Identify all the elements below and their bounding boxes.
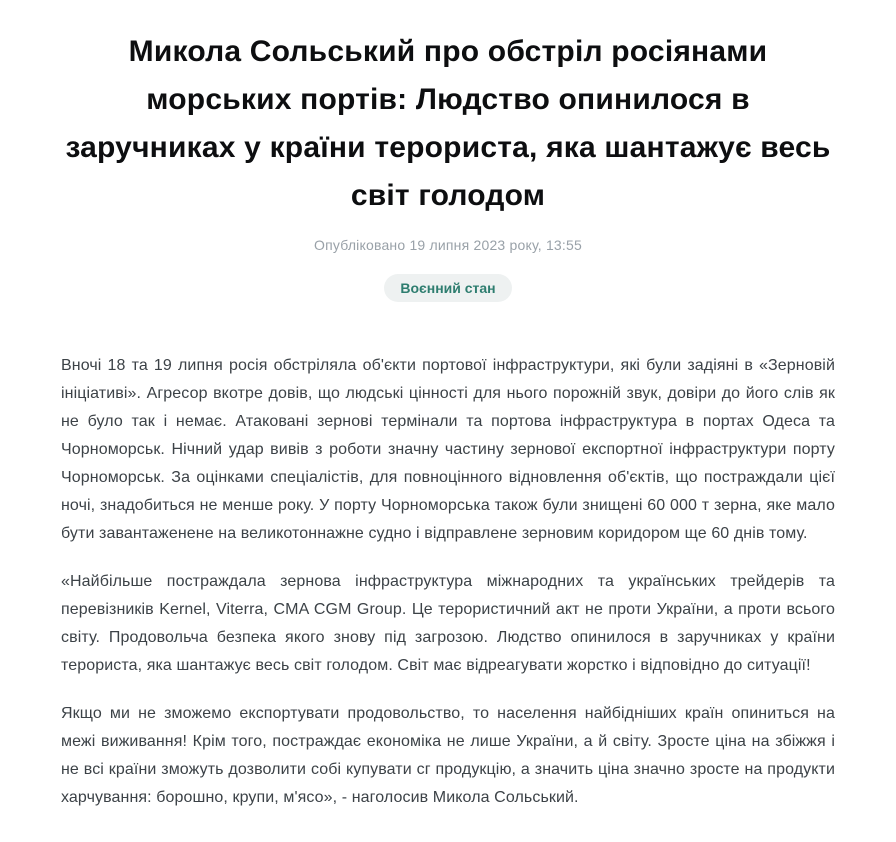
article-body — [61, 352, 835, 812]
article-paragraph: «Найбільше постраждала зернова інфраструктура міжнародних та українських трейдерів та перевізників Kernel, Viterra, CMA CGM Group. Це терористичний акт не проти України, а проти всього світу. Продовольча безпека якого знову під загрозою. Людство опинилося в заручниках у країни терориста, яка шантажує весь світ голодом. Світ має відреагувати жорстко і відповідно до ситуації! — [61, 573, 835, 674]
tag-row — [61, 274, 835, 302]
article-paragraph: Вночі 18 та 19 липня росія обстріляла об'єкти портової інфраструктури, які були задіяні в «Зерновій ініціативі». Агресор вкотре довів, що людські цінності для нього порожній звук, довіри до його слів як не було так і немає. Атаковані зернові термінали та портова інфраструктура в портах Одеса та Чорноморськ. Нічний удар вивів з роботи значну частину зернової експортної інфраструктури порту Чорноморськ. За оцінками спеціалістів, для повноцінного відновлення об'єктів, що постраждали цієї ночі, знадобиться не менше року. У порту Чорноморська також були знищені 60 000 т зерна, яке мало бути завантаженене на великотоннажне судно і відправлене зерновим коридором ще 60 днів тому. — [61, 357, 835, 542]
article-header — [61, 28, 835, 302]
tag-badge-war-state[interactable]: Воєнний стан — [384, 274, 511, 302]
publish-date: Опубліковано 19 липня 2023 року, 13:55 — [314, 237, 582, 253]
article-paragraph: Якщо ми не зможемо експортувати продовольство, то населення найбідніших країн опиниться на межі виживання! Крім того, постраждає економіка не лише України, а й світу. Зросте ціна на збіжжя і не всі країни зможуть дозволити собі купувати сг продукцію, а значить ціна значно зросте на продукти харчування: борошно, крупи, м'ясо», - наголосив Микола Сольський. — [61, 705, 835, 806]
article-title: Микола Сольський про обстріл росіянами морських портів: Людство опинилося в заручниках у країни терориста, яка шантажує весь світ голодом — [65, 35, 831, 212]
